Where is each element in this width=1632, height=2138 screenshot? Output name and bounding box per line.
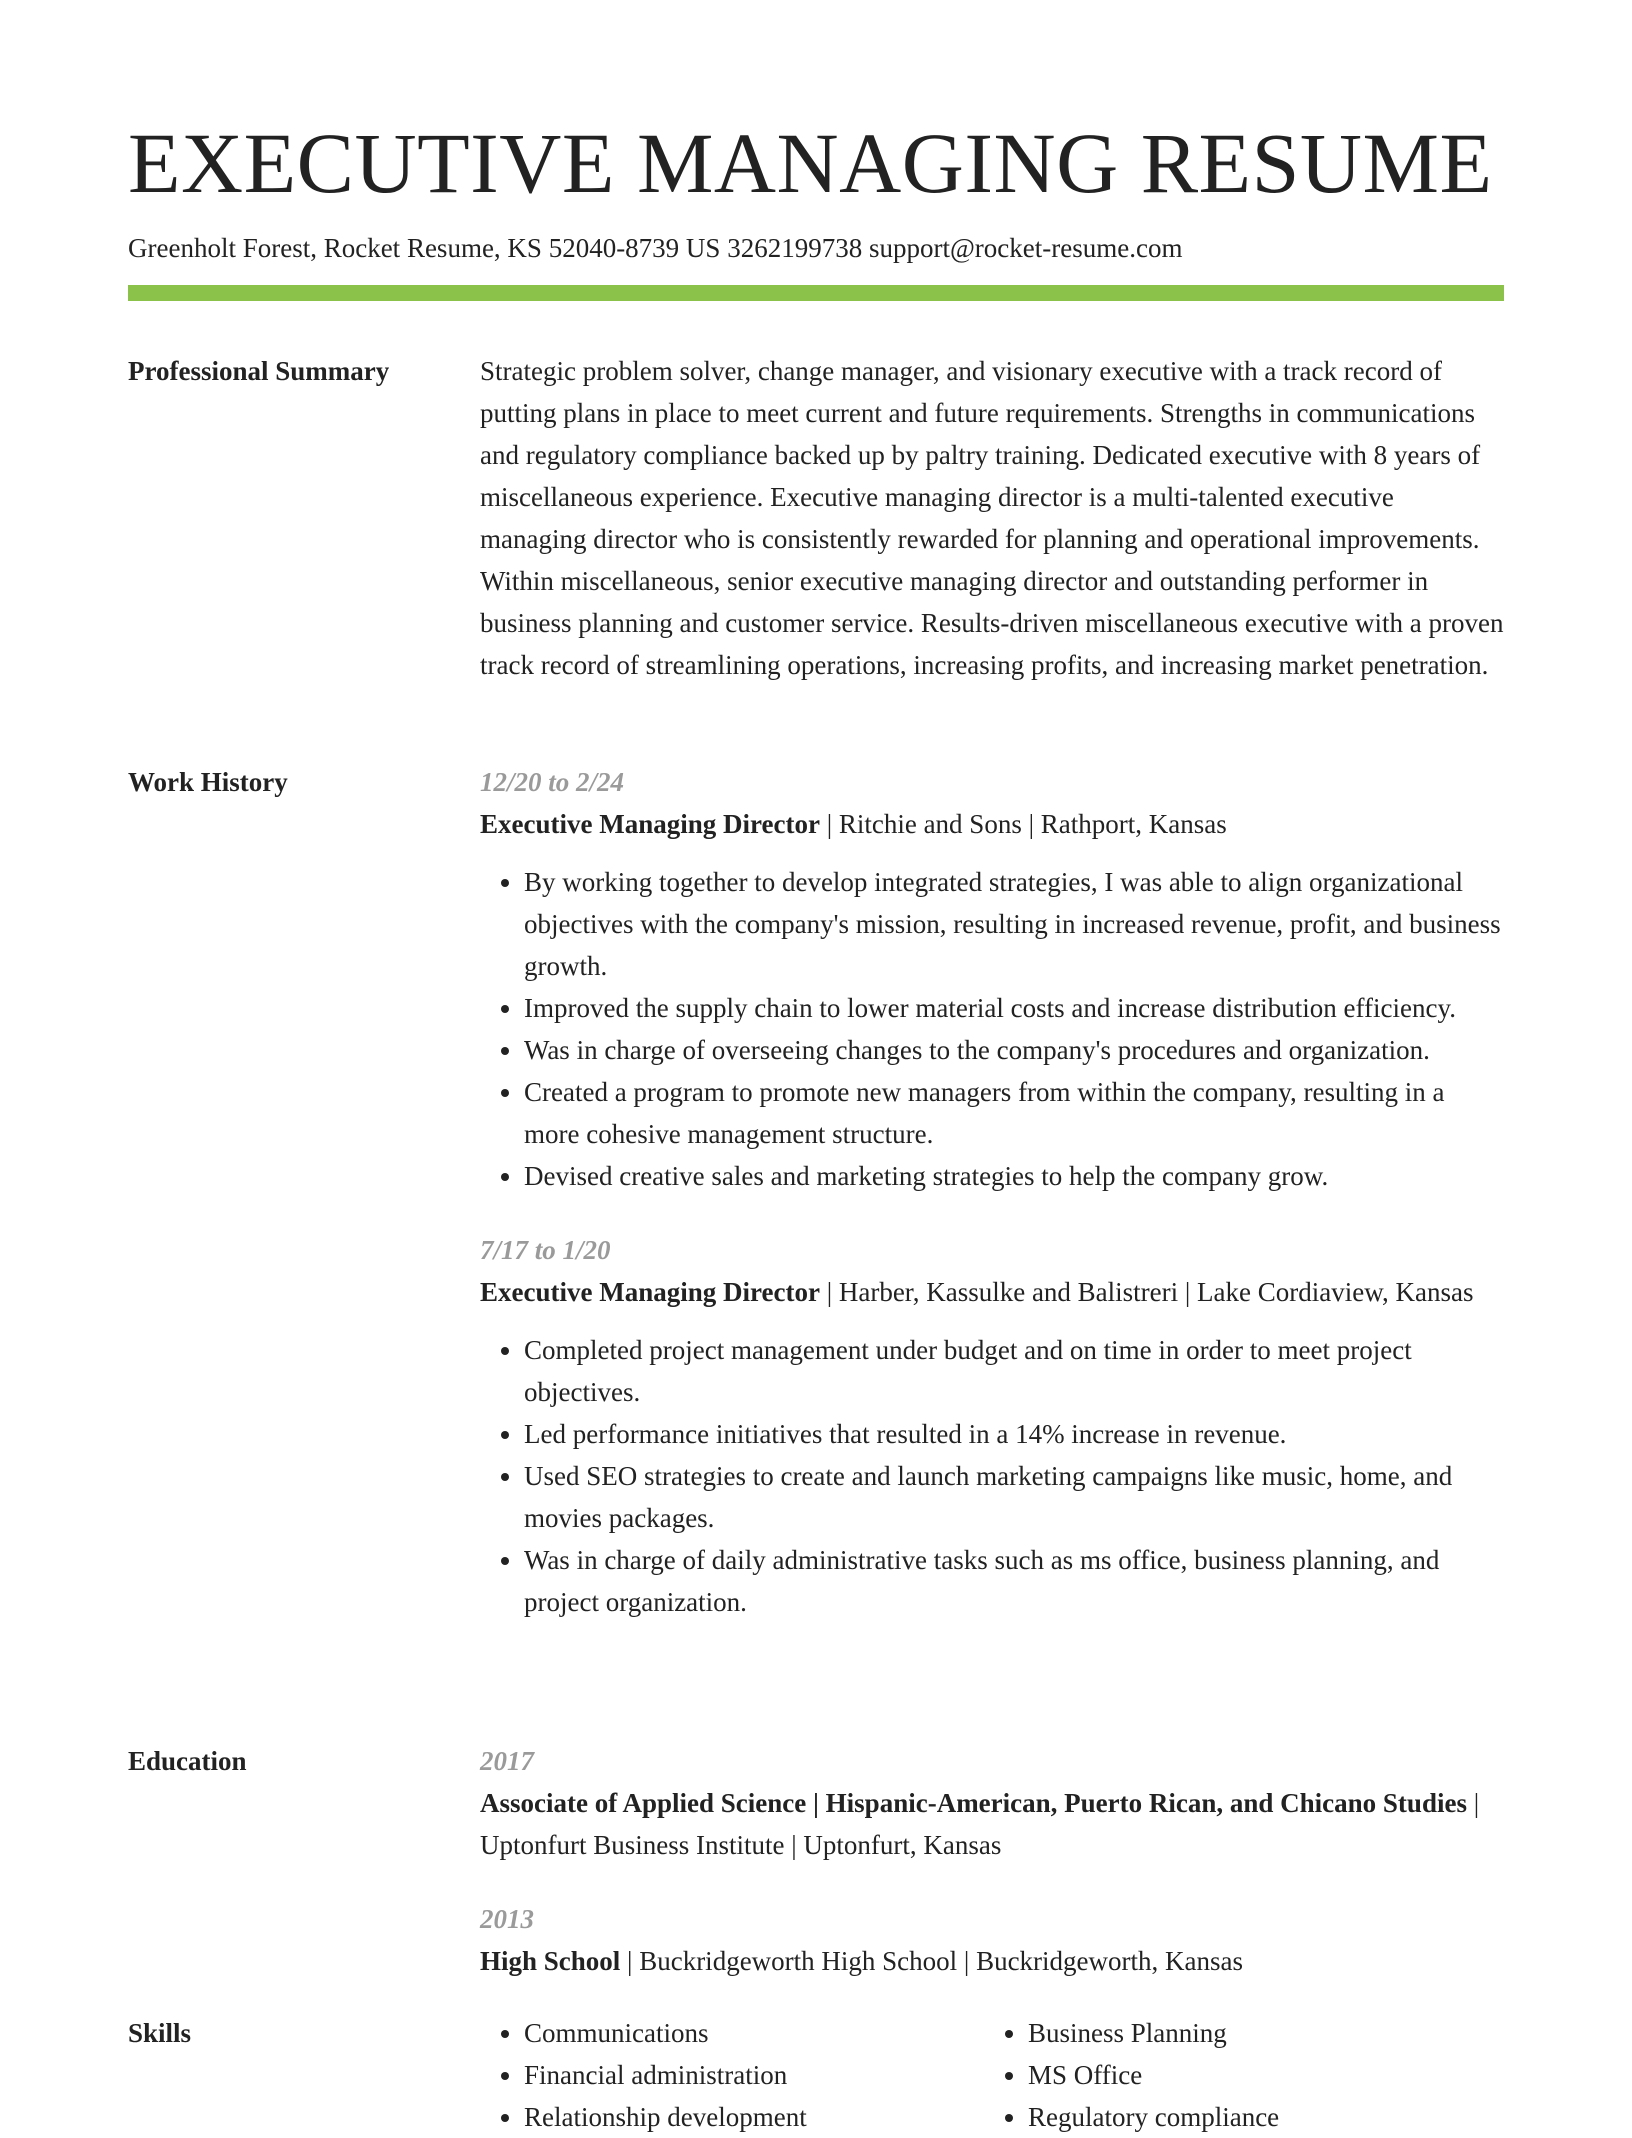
skill-item: • Business Planning bbox=[1028, 2012, 1488, 2054]
skills-list-left bbox=[480, 2012, 984, 2138]
education-year: 2017 bbox=[480, 1746, 534, 1776]
skill-item: • Communications bbox=[524, 2012, 984, 2054]
work-history-heading: Work History bbox=[128, 767, 288, 797]
job-bullet: • Led performance initiatives that resulted in a 14% increase in revenue. bbox=[524, 1413, 1504, 1455]
skill-item: • MS Office bbox=[1028, 2054, 1488, 2096]
skill-item: • Regulatory compliance bbox=[1028, 2096, 1488, 2138]
job-bullet: • Devised creative sales and marketing strategies to help the company grow. bbox=[524, 1155, 1504, 1197]
contact-info: Greenholt Forest, Rocket Resume, KS 52040-8739 US 3262199738 support@rocket-resume.com bbox=[128, 233, 1183, 263]
job-bullet: • Improved the supply chain to lower material costs and increase distribution efficiency. bbox=[524, 987, 1504, 1029]
job-bullet: • Was in charge of daily administrative tasks such as ms office, business planning, and project organization. bbox=[524, 1539, 1504, 1623]
job-details: | Ritchie and Sons | Rathport, Kansas bbox=[819, 809, 1227, 839]
education-heading: Education bbox=[128, 1746, 247, 1776]
job-bullet: • By working together to develop integrated strategies, I was able to align organizational objectives with the company's mission, resulting in increased revenue, profit, and business growth. bbox=[524, 861, 1504, 987]
education-entry bbox=[480, 1898, 1504, 1982]
education-degree: Associate of Applied Science | Hispanic-American, Puerto Rican, and Chicano Studies bbox=[480, 1788, 1467, 1818]
education-body bbox=[480, 1740, 1504, 2014]
job-role-line bbox=[480, 803, 1504, 845]
summary-body bbox=[480, 350, 1504, 686]
job-entry bbox=[480, 1229, 1504, 1623]
skill-item: • Financial administration bbox=[524, 2054, 984, 2096]
job-title: Executive Managing Director bbox=[480, 1277, 820, 1307]
skill-item: • Relationship development bbox=[524, 2096, 984, 2138]
job-bullet: • Was in charge of overseeing changes to the company's procedures and organization. bbox=[524, 1029, 1504, 1071]
education-details: | Buckridgeworth High School | Buckridgeworth, Kansas bbox=[620, 1946, 1244, 1976]
job-bullets bbox=[480, 1329, 1504, 1623]
job-dates: 7/17 to 1/20 bbox=[480, 1235, 611, 1265]
education-line bbox=[480, 1782, 1504, 1866]
header-divider bbox=[128, 285, 1504, 301]
skills-list-right bbox=[984, 2012, 1488, 2138]
education-line bbox=[480, 1940, 1504, 1982]
summary-heading: Professional Summary bbox=[128, 356, 390, 386]
work-history-body bbox=[480, 761, 1504, 1655]
job-bullet: • Created a program to promote new managers from within the company, resulting in a more cohesive management structure. bbox=[524, 1071, 1504, 1155]
education-year: 2013 bbox=[480, 1904, 534, 1934]
job-bullet: • Used SEO strategies to create and launch marketing campaigns like music, home, and movies packages. bbox=[524, 1455, 1504, 1539]
summary-text: Strategic problem solver, change manager, and visionary executive with a track record of putting plans in place to meet current and future requirements. Strengths in communications and regulatory compliance backed up by paltry training. Dedicated executive with 8 years of miscellaneous experience. Executive managing director is a multi-talented executive managing director who is consistently rewarded for planning and operational improvements. Within miscellaneous, senior executive managing director and outstanding performer in business planning and customer service. Results-driven miscellaneous executive with a proven track record of streamlining operations, increasing profits, and increasing market penetration. bbox=[480, 356, 1504, 680]
job-bullets bbox=[480, 861, 1504, 1197]
resume-title: EXECUTIVE MANAGING RESUME bbox=[128, 115, 1493, 211]
job-dates: 12/20 to 2/24 bbox=[480, 767, 625, 797]
education-degree: High School bbox=[480, 1946, 621, 1976]
education-details: | Uptonfurt Business Institute | Uptonfurt, Kansas bbox=[480, 1788, 1480, 1860]
skills-heading: Skills bbox=[128, 2018, 192, 2048]
skills-columns bbox=[480, 2012, 1504, 2138]
job-title: Executive Managing Director bbox=[480, 809, 820, 839]
education-entry bbox=[480, 1740, 1504, 1866]
job-bullet: • Completed project management under budget and on time in order to meet project objectives. bbox=[524, 1329, 1504, 1413]
job-details: | Harber, Kassulke and Balistreri | Lake Cordiaview, Kansas bbox=[819, 1277, 1474, 1307]
job-entry bbox=[480, 761, 1504, 1197]
job-role-line bbox=[480, 1271, 1504, 1313]
skills-body bbox=[480, 2012, 1504, 2138]
